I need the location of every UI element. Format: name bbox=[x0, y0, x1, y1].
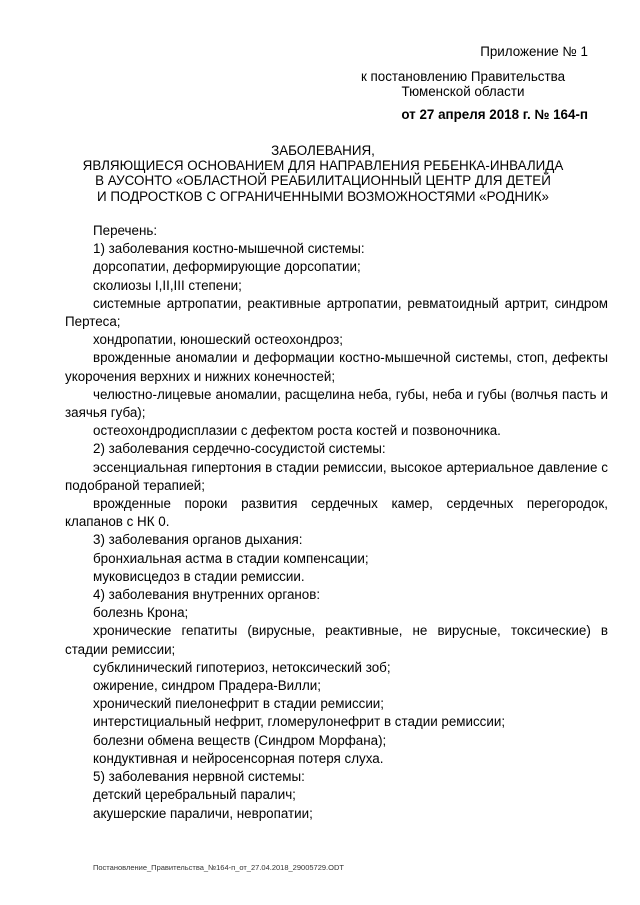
list-item: врожденные аномалии и деформации костно-мышечной системы, стоп, дефекты укорочения верхних и нижних конечностей; bbox=[65, 350, 608, 384]
document-title bbox=[40, 143, 606, 204]
list-item: болезнь Крона; bbox=[93, 605, 189, 621]
list-item: эссенциальная гипертония в стадии ремиссии, высокое артериальное давление с подобраной терапией; bbox=[65, 459, 608, 493]
list-item: остеохондродисплазии с дефектом роста костей и позвоночника. bbox=[93, 423, 501, 439]
list-item: системные артропатии, реактивные артропатии, ревматоидный артрит, синдром Пертеса; bbox=[65, 295, 608, 330]
list-item: 2) заболевания сердечно-сосудистой системы: bbox=[93, 441, 386, 457]
list-heading: Перечень: bbox=[93, 223, 158, 238]
list-item: 3) заболевания органов дыхания: bbox=[93, 532, 303, 548]
list-item: бронхиальная астма в стадии компенсации; bbox=[93, 550, 369, 566]
list-item: сколиозы I,II,III степени; bbox=[93, 277, 242, 293]
title-line-3: В АУСОНТО «ОБЛАСТНОЙ РЕАБИЛИТАЦИОННЫЙ ЦЕНТР ДЛЯ ДЕТЕЙ bbox=[95, 173, 551, 189]
list-item: ожирение, синдром Прадера-Вилли; bbox=[93, 678, 321, 694]
list-item: кондуктивная и нейросенсорная потеря слуха. bbox=[93, 750, 384, 766]
appendix-reference: к постановлению Правительства Тюменской области bbox=[360, 69, 566, 99]
list-item: 1) заболевания костно-мышечной системы: bbox=[93, 241, 365, 257]
appendix-number: Приложение № 1 bbox=[480, 44, 588, 59]
appendix-date: от 27 апреля 2018 г. № 164-п bbox=[401, 107, 588, 122]
list-item: муковисцедоз в стадии ремиссии. bbox=[93, 568, 305, 584]
disease-list bbox=[65, 222, 608, 823]
list-item: хронический пиелонефрит в стадии ремиссии; bbox=[93, 696, 385, 712]
list-item: 5) заболевания нервной системы: bbox=[93, 769, 305, 785]
list-item: хронические гепатиты (вирусные, реактивные, не вирусные, токсические) в стадии ремиссии; bbox=[65, 623, 608, 657]
list-item: акушерские параличи, невропатии; bbox=[93, 805, 313, 821]
title-line-1: ЗАБОЛЕВАНИЯ, bbox=[271, 143, 375, 158]
title-line-4: И ПОДРОСТКОВ С ОГРАНИЧЕННЫМИ ВОЗМОЖНОСТЯМИ «РОДНИК» bbox=[96, 188, 550, 204]
list-item: челюстно-лицевые аномалии, расщелина неба, губы, неба и губы (волчья пасть и заячья губа); bbox=[65, 386, 608, 421]
list-item: врожденные пороки развития сердечных камер, сердечных перегородок, клапанов с НК 0. bbox=[65, 496, 608, 530]
list-item: дорсопатии, деформирующие дорсопатии; bbox=[93, 259, 361, 275]
list-item: болезни обмена веществ (Синдром Морфана); bbox=[93, 732, 387, 748]
list-item: интерстициальный нефрит, гломерулонефрит в стадии ремиссии; bbox=[93, 714, 506, 730]
list-item: субклинический гипотериоз, нетоксический зоб; bbox=[93, 659, 391, 675]
list-item: детский церебральный паралич; bbox=[93, 787, 296, 803]
title-line-2: ЯВЛЯЮЩИЕСЯ ОСНОВАНИЕМ ДЛЯ НАПРАВЛЕНИЯ РЕБЕНКА-ИНВАЛИДА bbox=[82, 158, 564, 174]
list-item: хондропатии, юношеский остеохондроз; bbox=[93, 332, 344, 348]
list-item: 4) заболевания внутренних органов: bbox=[93, 587, 321, 603]
file-name-footer: Постановление_Правительства_№164-п_от_27.04.2018_29005729.ODT bbox=[93, 863, 344, 872]
